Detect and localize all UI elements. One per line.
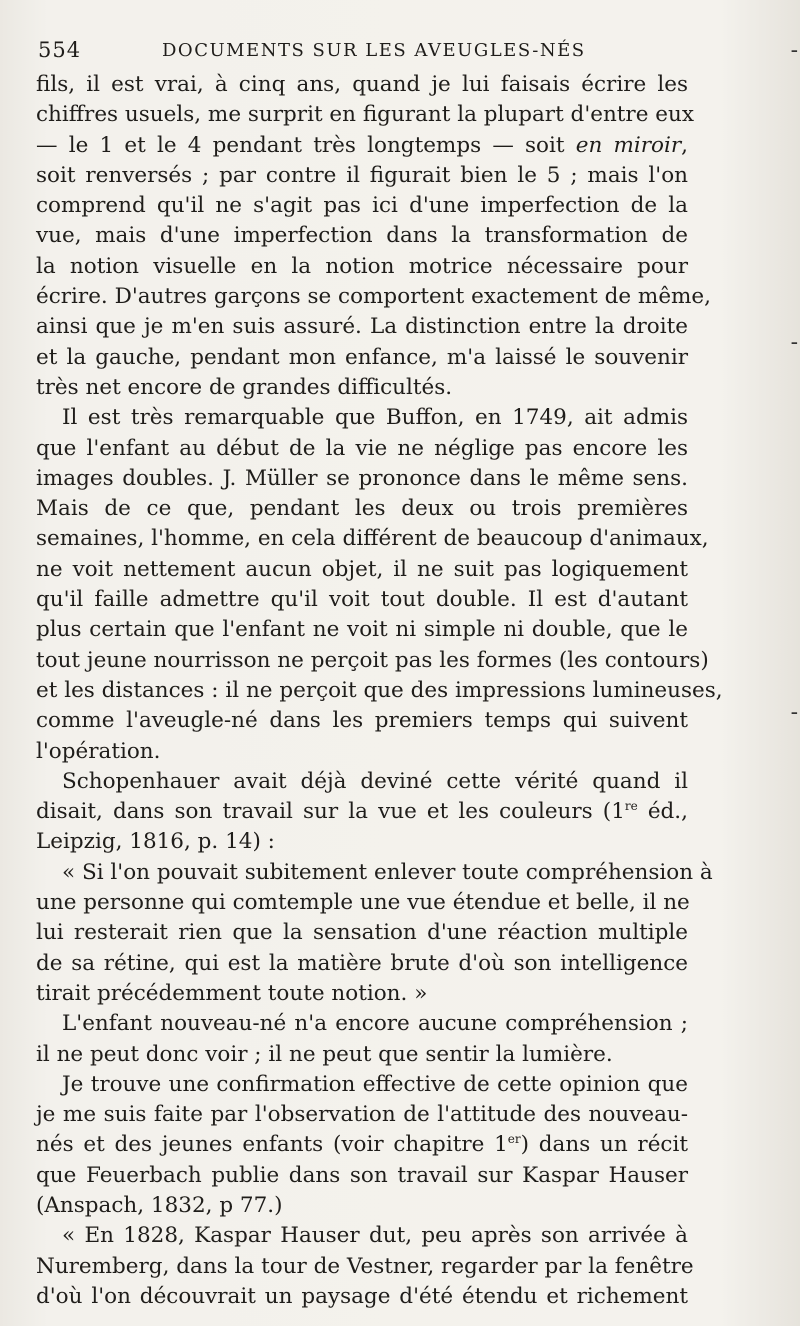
text-line: une personne qui comtemple une vue étendue et belle, il ne	[36, 890, 690, 916]
text-line: vue, mais d'une imperfection dans la transformation de	[36, 223, 688, 249]
text-line: tirait précédemment toute notion. »	[36, 980, 428, 1006]
text-line: Nuremberg, dans la tour de Vestner, regarder par la fenêtre	[36, 1253, 694, 1279]
text-line: qu'il faille admettre qu'il voit tout double. Il est d'autant	[36, 587, 688, 613]
text-line: nés et des jeunes enfants (voir chapitre 1er) dans un récit	[36, 1132, 688, 1158]
text-line: comme l'aveugle-né dans les premiers temps qui suivent	[36, 708, 688, 734]
running-head: DOCUMENTS SUR LES AVEUGLES-NÉS	[162, 40, 586, 61]
text-line: — le 1 et le 4 pendant très longtemps — soit en miroir,	[36, 132, 688, 158]
text-line: « Si l'on pouvait subitement enlever toute compréhension à	[62, 859, 713, 885]
body-text	[36, 70, 723, 1312]
page-header	[38, 36, 758, 66]
text-line: « En 1828, Kaspar Hauser dut, peu après son arrivée à	[62, 1223, 688, 1249]
text-line: comprend qu'il ne s'agit pas ici d'une imperfection de la	[36, 193, 688, 219]
text-line: Mais de ce que, pendant les deux ou trois premières	[36, 496, 688, 522]
text-line: Je trouve une confirmation effective de cette opinion que	[62, 1071, 688, 1097]
text-line: plus certain que l'enfant ne voit ni simple ni double, que le	[36, 617, 688, 643]
text-line: L'enfant nouveau-né n'a encore aucune compréhension ;	[62, 1011, 688, 1037]
text-line: que l'enfant au début de la vie ne néglige pas encore les	[36, 435, 688, 461]
text-line: de sa rétine, qui est la matière brute d'où son intelligence	[36, 950, 688, 976]
margin-mark: -	[790, 330, 798, 355]
text-line: Leipzig, 1816, p. 14) :	[36, 829, 275, 855]
text-line: soit renversés ; par contre il figurait bien le 5 ; mais l'on	[36, 162, 688, 188]
text-line: Schopenhauer avait déjà deviné cette vérité quand il	[62, 768, 688, 794]
text-line: Il est très remarquable que Buffon, en 1749, ait admis	[62, 405, 688, 431]
text-line: (Anspach, 1832, p 77.)	[36, 1192, 283, 1218]
text-line: tout jeune nourrisson ne perçoit pas les formes (les contours)	[36, 647, 709, 673]
text-line: semaines, l'homme, en cela différent de beaucoup d'animaux,	[36, 526, 709, 552]
margin-mark: -	[790, 38, 798, 63]
text-line: disait, dans son travail sur la vue et les couleurs (1re éd.,	[36, 799, 688, 825]
text-line: et la gauche, pendant mon enfance, m'a laissé le souvenir	[36, 344, 688, 370]
text-line: images doubles. J. Müller se prononce dans le même sens.	[36, 465, 688, 491]
text-line: il ne peut donc voir ; il ne peut que sentir la lumière.	[36, 1041, 613, 1067]
text-line: écrire. D'autres garçons se comportent exactement de même,	[36, 284, 711, 310]
text-line: très net encore de grandes difficultés.	[36, 374, 453, 400]
text-line: chiffres usuels, me surprit en figurant la plupart d'entre eux	[36, 102, 694, 128]
text-line: la notion visuelle en la notion motrice nécessaire pour	[36, 253, 688, 279]
text-line: que Feuerbach publie dans son travail sur Kaspar Hauser	[36, 1162, 688, 1188]
text-line: ne voit nettement aucun objet, il ne suit pas logiquement	[36, 556, 688, 582]
text-line: je me suis faite par l'observation de l'attitude des nouveau-	[36, 1102, 688, 1128]
text-line: ainsi que je m'en suis assuré. La distinction entre la droite	[36, 314, 688, 340]
text-line: fils, il est vrai, à cinq ans, quand je lui faisais écrire les	[36, 72, 688, 97]
text-line: lui resterait rien que la sensation d'une réaction multiple	[36, 920, 688, 946]
text-line: d'où l'on découvrait un paysage d'été étendu et richement	[36, 1283, 688, 1309]
margin-mark: -	[790, 700, 798, 725]
text-line: l'opération.	[36, 738, 161, 764]
text-line: et les distances : il ne perçoit que des impressions lumineuses,	[36, 677, 723, 703]
page-number: 554	[38, 38, 82, 62]
